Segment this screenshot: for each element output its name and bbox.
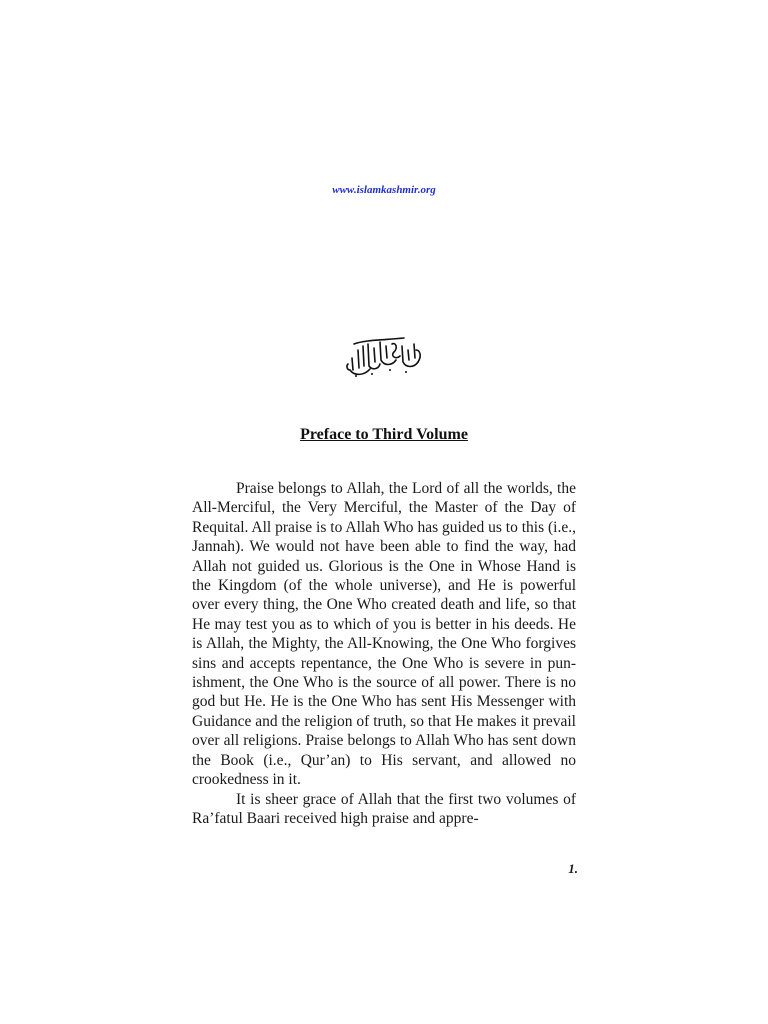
document-title: Preface to Third Volume (300, 426, 468, 443)
paragraph: Praise belongs to Allah, the Lord of all the worlds, the All-Merciful, the Very Merciful, the Master of the Day of Requital. All praise is to Allah Who has guided us to this (i.e., Jannah). We would not have been able to find the way, had Allah not guided us. Glorious is the One in Whose Hand is the Kingdom (of the whole universe), and He is powerful over every thing, the One Who created death and life, so that He may test you as to which of you is better in his deeds. He is Allah, the Mighty, the All-Knowing, the One Who forgives sins and accepts repentance, the One Who is severe in punishment, the One Who is the source of all power. There is no god but He. He is the One Who has sent His Messenger with Guidance and the religion of truth, so that He makes it prevail over all religions. Praise belongs to Allah Who has sent down the Book (i.e., Qur’an) to His servant, and allowed no crookedness in it. (192, 480, 576, 789)
page-number: 1. (568, 861, 578, 876)
basmala-calligraphy (344, 336, 424, 380)
site-url[interactable]: www.islamkashmir.org (332, 184, 436, 196)
document-body (192, 479, 576, 828)
paragraph: It is sheer grace of Allah that the first two volumes of Ra’fatul Baari received high praise and appre- (192, 790, 576, 827)
